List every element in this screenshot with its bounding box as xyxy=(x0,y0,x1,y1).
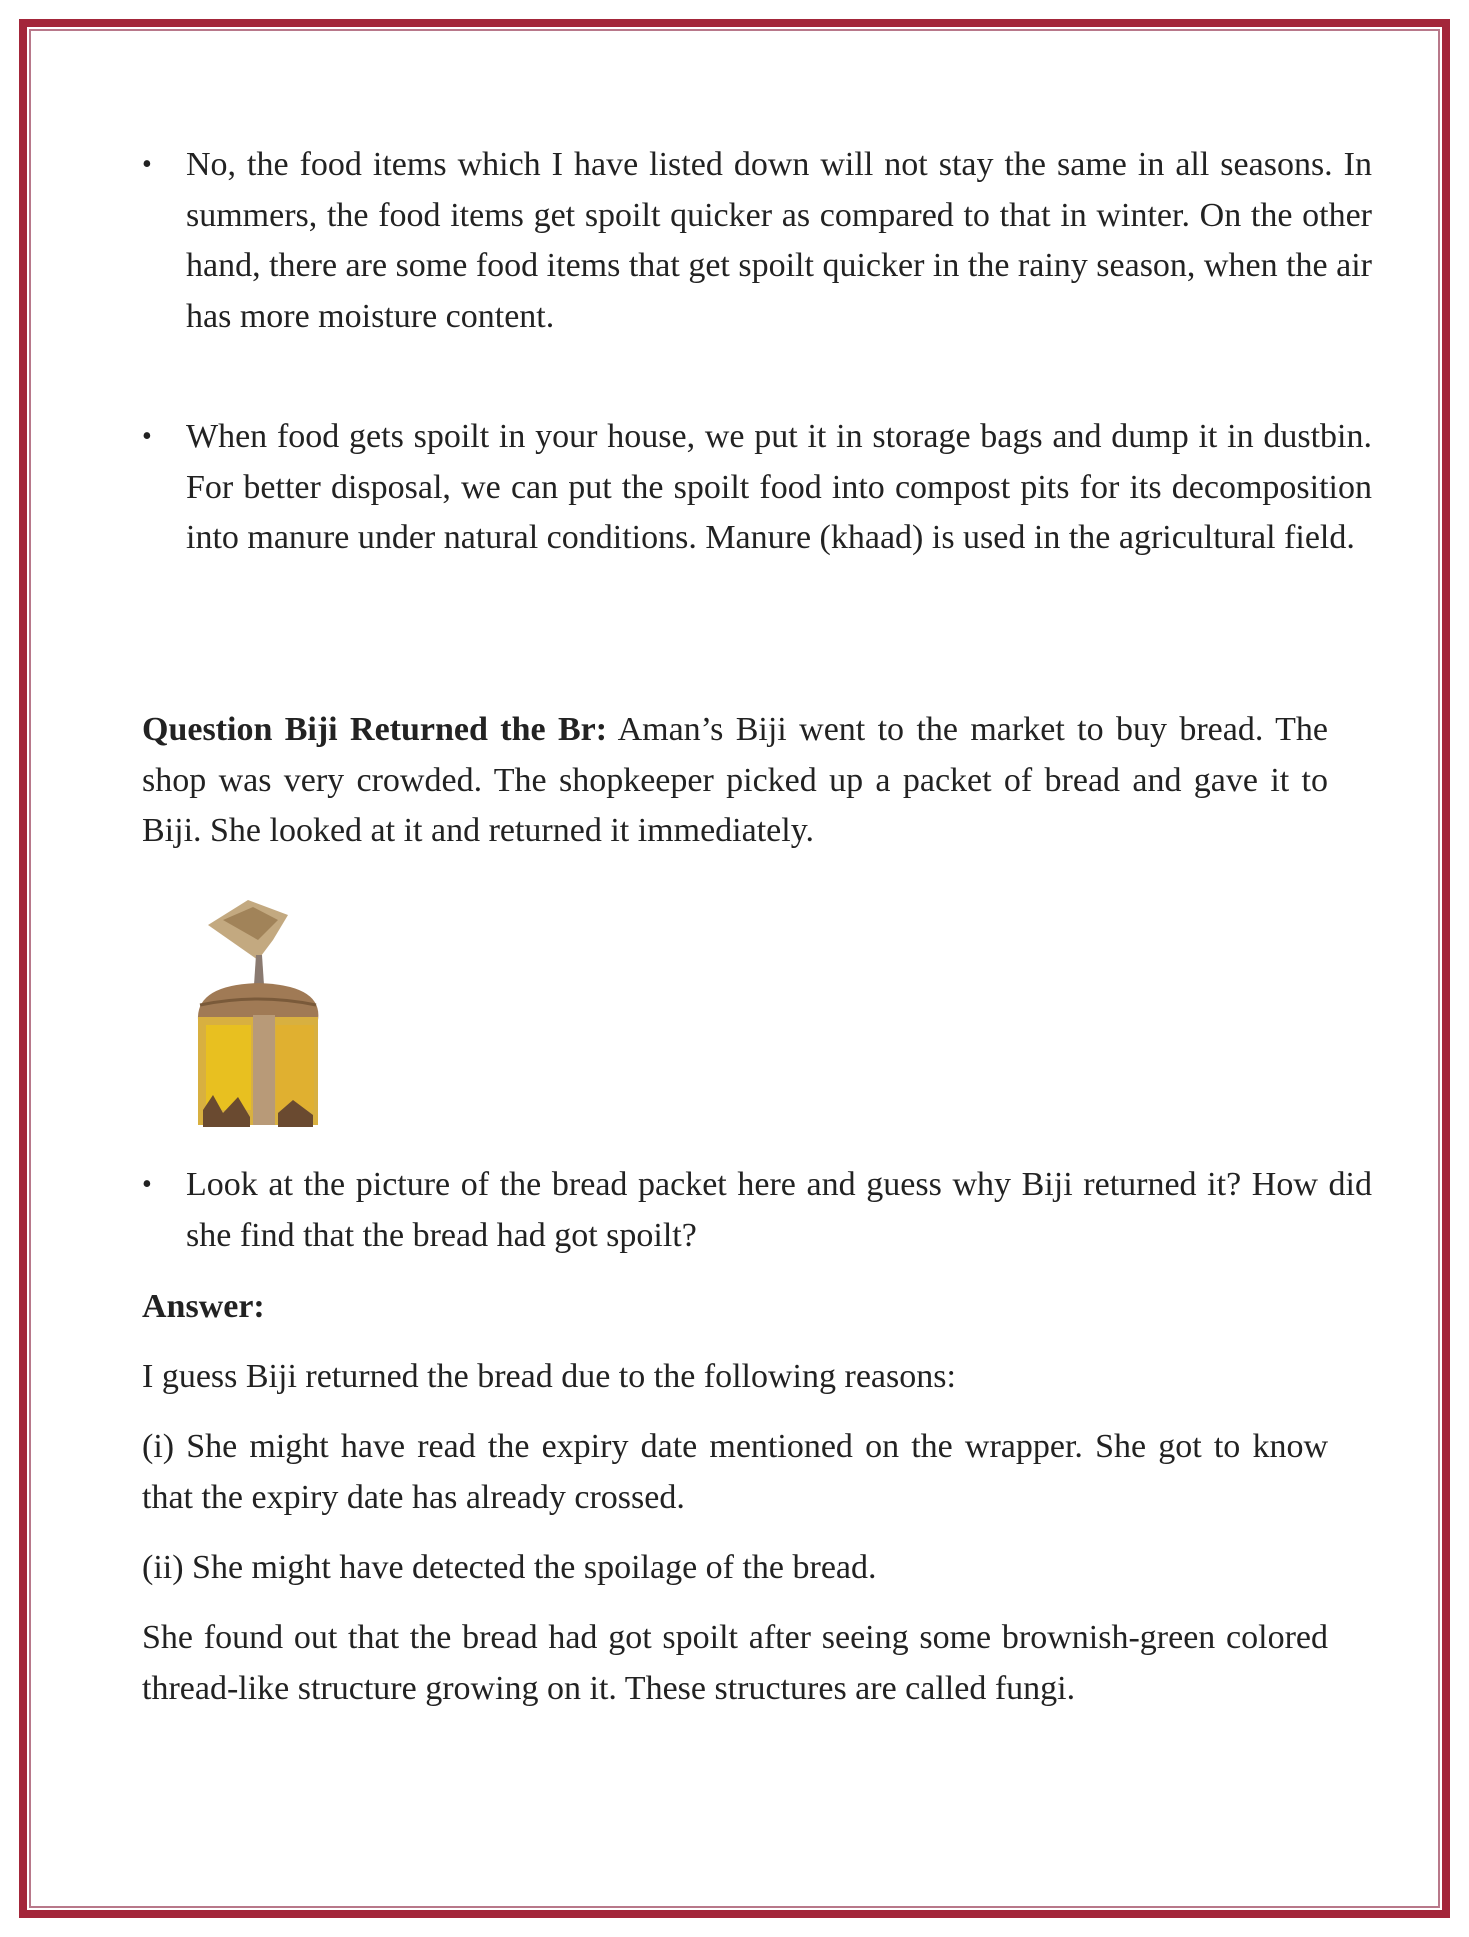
bullet-text: No, the food items which I have listed down will not stay the same in all seasons. In summers, the food items get spoilt quicker as compared to that in winter. On the other hand, there are some food items that get spoilt quicker in the rainy season, when the air has more moisture content. xyxy=(186,146,1372,335)
bullet-item xyxy=(142,412,1372,564)
question-paragraph xyxy=(142,705,1328,857)
answer-intro: I guess Biji returned the bread due to the following reasons: xyxy=(142,1358,956,1395)
answer-heading: Answer: xyxy=(142,1288,265,1325)
question-text: Aman’s Biji went to the market to buy bread. The shop was very crowded. The shopkeeper picked up a packet of bread and gave it to Biji. She looked at it and returned it immediately. xyxy=(142,711,1328,849)
bullet-item xyxy=(142,140,1372,342)
bullet-text: When food gets spoilt in your house, we put it in storage bags and dump it in dustbin. For better disposal, we can put the spoilt food into compost pits for its decomposition into manure under natural conditions. Manure (khaad) is used in the agricultural field. xyxy=(186,418,1372,556)
answer-reason-1: (i) She might have read the expiry date mentioned on the wrapper. She got to know that the expiry date has already crossed. xyxy=(142,1428,1328,1516)
bullet-icon: • xyxy=(142,1169,152,1200)
question-label: Question Biji Returned the Br: xyxy=(142,711,608,748)
bullet-icon: • xyxy=(142,149,152,180)
bullet-item xyxy=(142,1160,1372,1261)
answer-reason-2: (ii) She might have detected the spoilage of the bread. xyxy=(142,1549,877,1586)
bullet-icon: • xyxy=(142,421,152,452)
answer-conclusion: She found out that the bread had got spoilt after seeing some brownish-green colored thread-like structure growing on it. These structures are called fungi. xyxy=(142,1619,1328,1707)
bullet-text: Look at the picture of the bread packet here and guess why Biji returned it? How did she find that the bread had got spoilt? xyxy=(186,1166,1372,1254)
bread-packet-image xyxy=(178,885,338,1135)
answer-label xyxy=(142,1282,1328,1333)
